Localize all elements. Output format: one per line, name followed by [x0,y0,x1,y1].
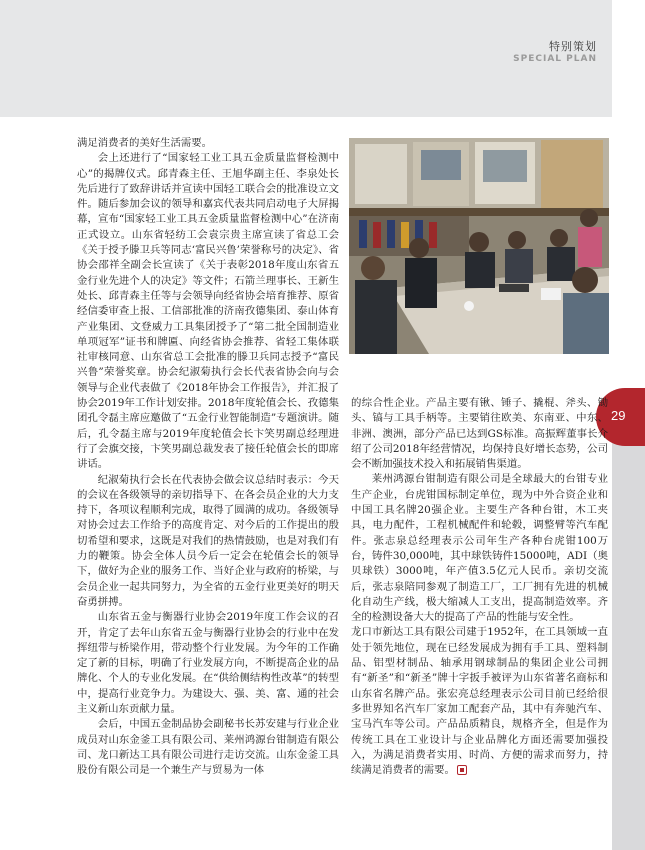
end-mark-icon [457,765,467,775]
right-margin-grey-strip [612,430,645,850]
section-subtitle: SPECIAL PLAN [513,54,597,64]
paragraph: 的综合性企业。产品主要有锹、锤子、撬棍、斧头、锄头、镐与工具手柄等。主要销往欧美、东南亚、中东、非洲、澳洲，部分产品已达到GS标准。高振辉董事长介绍了公司2018年经营情况，均保持良好增长态势，公司会不断加强技术投入和拓展销售渠道。 [351,397,608,471]
paragraph: 会后，中国五金制品协会副秘书长苏安建与行业企业成员对山东金釜工具有限公司、莱州鸿源台钳制造有限公司、龙口新达工具有限公司进行走访交流。山东金釜工具股份有限公司是一个兼生产与贸易为一体 [77,718,339,777]
paragraph: 纪淑菊执行会长在代表协会做会议总结时表示：今天的会议在各级领导的亲切指导下、在各会员企业的大力支持下，各项议程顺利完成，取得了圆满的成功。各级领导对协会过去工作给予的高度肯定、对今后的工作提出的殷切希望和要求，这既是对我们的热情鼓励，也是对我们有力的鞭策。协会全体人员今后一定会在轮值会长的领导下，做好为企业的服务工作、当好企业与政府的桥梁，与会员企业一起共同努力，为全省的五金行业更美好的明天奋勇拼搏。 [77,473,339,608]
paragraph: 会上还进行了“国家轻工业工具五金质量监督检测中心”的揭牌仪式。邱青森主任、王旭华副主任、李泉处长先后进行了致辞讲话并宣读中国轻工联合会的批准设立文件。随后参加会议的领导和嘉宾代表共同启动电子大屏揭幕，宣布“国家轻工业工具五金质量监督检测中心”在济南正式设立。山东省轻纺工会袁宗贵主席宣读了省总工会《关于授予滕卫兵等同志‘富民兴鲁’荣誉称号的决定》、省协会邵祥全副会长宣读了《关于表彰2018年度山东省五金行业先进个人的决定》等文件；石箭兰理事长、王新生处长、邱青森主任等与会领导向经省协会培育推荐、原省经信委审查上报、工信部批准的济南孜德集团、泰山体育产业集团、文登威力工具集团授予了“第二批全国制造业单项冠军”证书和牌匾、向经省协会推荐、省轻工集体联社审核同意、山东省总工会批准的滕卫兵同志授予“富民兴鲁”荣誉奖章。协会纪淑菊执行会长代表省协会向与会领导与企业代表做了《2018年协会工作报告》，并汇报了协会2019年工作计划安排。2018年度轮值会长、孜德集团孔令磊主席应邀做了“五金行业智能制造”专题演讲。随后，孔令磊主席与2019年度轮值会长卞笑男副总经理进行了会旗交接，卞笑男副总裁发表了接任轮值会长的即席讲话。 [77,152,339,471]
section-title: 特别策划 [549,40,597,53]
meeting-photo [349,138,609,354]
paragraph-text: 龙口市新达工具有限公司建于1952年，在工具领域一直处于领先地位，现在已经发展成为拥有手工具、塑料制品、铝型材制品、轴承用钢球制品的集团企业公司拥有“新圣”和“新圣”牌十字扳手被评为山东省著名商标和山东省名牌产品。张宏亮总经理表示公司目前已经给很多世界知名汽车厂家加工配套产品，其中有奔驰汽车、宝马汽车等公司。产品品质精良，规格齐全，但是作为传统工具在工业设计与企业品牌化方面还需要加强投入，为满足消费者实用、时尚、方便的需求而努力，持续满足消费者的需要。 [351,626,608,777]
paragraph-last [351,625,608,778]
right-text-column [351,396,608,778]
paragraph: 满足消费者的美好生活需要。 [77,137,213,149]
page-number: 29 [611,408,626,423]
paragraph: 山东省五金与衡器行业协会2019年度工作会议的召开，肯定了去年山东省五金与衡器行业协会的行业中在发挥纽带与桥梁作用，带动整个行业发展。为今年的工作确定了新的目标，明确了行业发展方向，不断提高企业的品牌化、个人的专业化发展。在“供给侧结构性改革”的转型中，提高行业竞争力。为建设大、强、美、富、通的社会主义新山东贡献力量。 [77,611,339,715]
left-text-column [77,136,339,778]
meeting-photo-illustration [349,138,609,354]
paragraph: 莱州鸿源台钳制造有限公司是全球最大的台钳专业生产企业，台虎钳国标制定单位，现为中外合资企业和中国工具名牌20强企业。主要生产各种台钳，木工夹具，电力配件，工程机械配件和轮毂，调整臂等汽车配件。张志泉总经理表示公司年生产各种台虎钳100万台，铸件30,000吨，其中球铁铸件15000吨，ADI（奥贝球铁）3000吨，年产值3.5亿元人民币。亲切交流后，张志泉陪同参观了制造工厂，工厂拥有先进的机械化自动生产线，极大缩减人工支出，提高制造效率。齐全的检测设备大大的提高了产品的性能与安全性。 [351,473,608,624]
